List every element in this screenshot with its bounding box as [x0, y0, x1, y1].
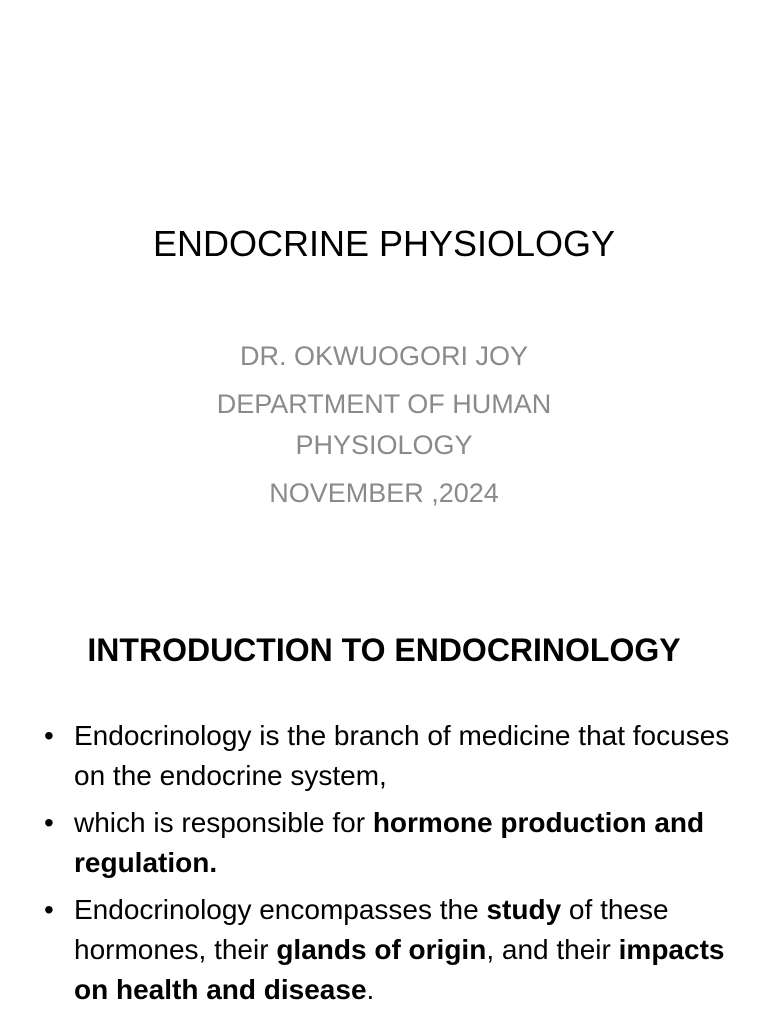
bullet-text — [74, 894, 724, 1005]
bullet-part: Endocrinology encompasses the — [74, 894, 487, 925]
bullet-text — [74, 807, 704, 878]
subtitle-block — [184, 336, 584, 521]
bullet-icon: • — [44, 720, 54, 751]
author-name: DR. OKWUOGORI JOY — [239, 341, 528, 371]
bullet-list — [44, 716, 734, 1017]
bullet-emphasis: glands of origin — [276, 934, 487, 965]
bullet-part: , and their — [486, 934, 619, 965]
bullet-emphasis: study — [486, 894, 562, 925]
bullet-part: which is responsible for — [74, 807, 373, 838]
bullet-emphasis: impacts on health and disease — [74, 934, 725, 1005]
bullet-icon: • — [44, 807, 54, 838]
presentation-date: NOVEMBER ,2024 — [269, 478, 499, 508]
bullet-text — [74, 720, 729, 791]
section-title: INTRODUCTION TO ENDOCRINOLOGY — [87, 632, 681, 668]
intro-slide — [0, 576, 768, 1024]
department-name: DEPARTMENT OF HUMAN PHYSIOLOGY — [216, 389, 552, 460]
bullet-icon: • — [44, 894, 54, 925]
presentation-title: ENDOCRINE PHYSIOLOGY — [152, 223, 616, 264]
bullet-item — [44, 716, 734, 796]
bullet-part: . — [366, 974, 375, 1005]
bullet-emphasis: hormone production and regulation. — [74, 807, 705, 878]
bullet-item — [44, 803, 734, 883]
bullet-item — [44, 890, 734, 1010]
bullet-part: of these hormones, their — [74, 894, 669, 965]
bullet-part: Endocrinology is the branch of medicine that focuses on the endocrine system, — [74, 720, 730, 791]
